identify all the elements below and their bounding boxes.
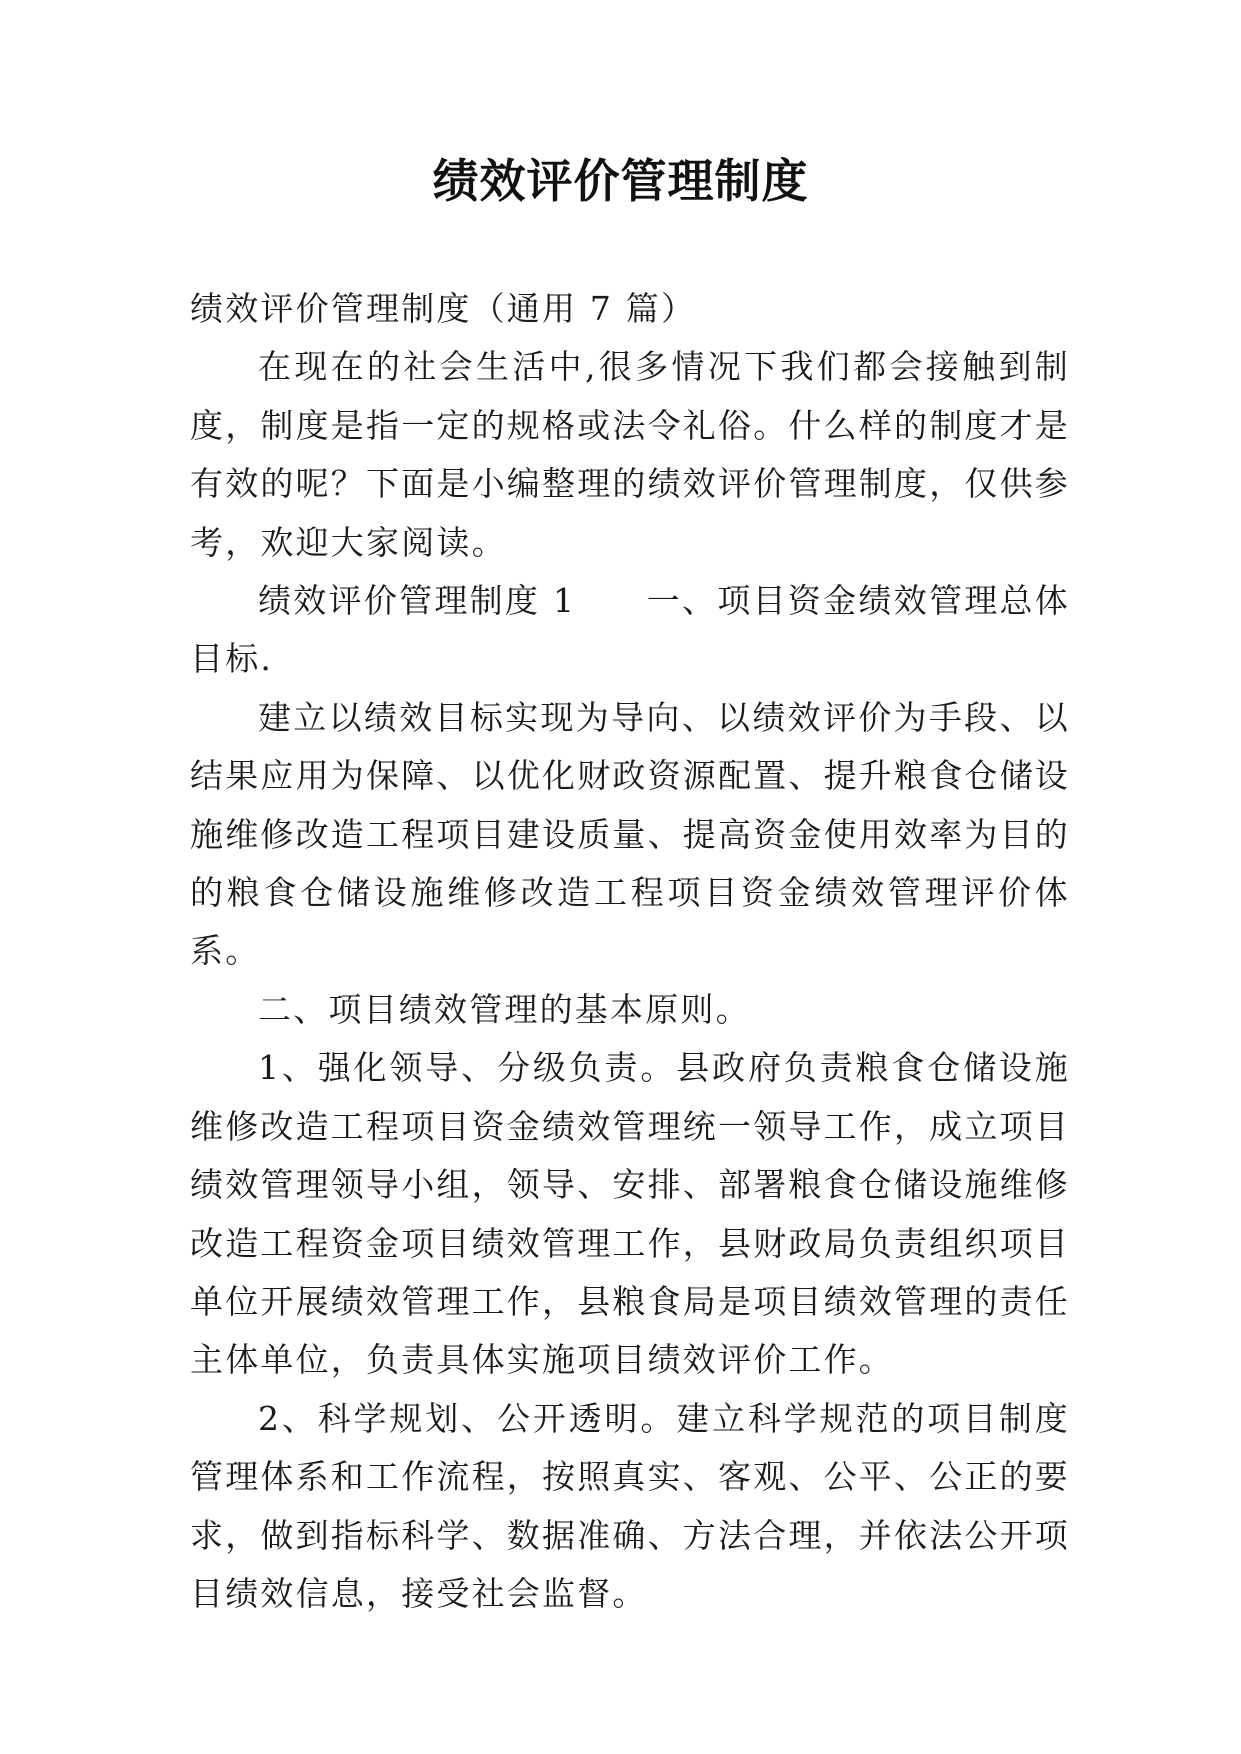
paragraph-principle-1: 1、强化领导、分级负责。县政府负责粮食仓储设施维修改造工程项目资金绩效管理统一领导工作，成立项目绩效管理领导小组，领导、安排、部署粮食仓储设施维修改造工程资金项目绩效管理工作，县财政局负责组织项目单位开展绩效管理工作，县粮食局是项目绩效管理的责任主体单位，负责具体实施项目绩效评价工作。: [190, 1048, 1070, 1380]
document-body: [190, 280, 1070, 1623]
paragraph-principle-2: 2、科学规划、公开透明。建立科学规范的项目制度管理体系和工作流程，按照真实、客观、公平、公正的要求，做到指标科学、数据准确、方法合理，并依法公开项目绩效信息，接受社会监督。: [190, 1398, 1070, 1613]
paragraph-principles-heading: 二、项目绩效管理的基本原则。: [258, 989, 751, 1029]
document-title: 绩效评价管理制度: [432, 154, 809, 208]
document-subtitle: 绩效评价管理制度（通用 7 篇）: [190, 289, 697, 328]
paragraph-intro: 在现在的社会生活中,很多情况下我们都会接触到制度，制度是指一定的规格或法令礼俗。什么样的制度才是有效的呢？下面是小编整理的绩效评价管理制度，仅供参考，欢迎大家阅读。: [190, 347, 1070, 562]
paragraph-section-1-heading: 绩效评价管理制度 1 一、项目资金绩效管理总体目标.: [190, 581, 1070, 679]
paragraph-overall-goal: 建立以绩效目标实现为导向、以绩效评价为手段、以结果应用为保障、以优化财政资源配置、提升粮食仓储设施维修改造工程项目建设质量、提高资金使用效率为目的的粮食仓储设施维修改造工程项目资金绩效管理评价体系。: [190, 697, 1070, 971]
